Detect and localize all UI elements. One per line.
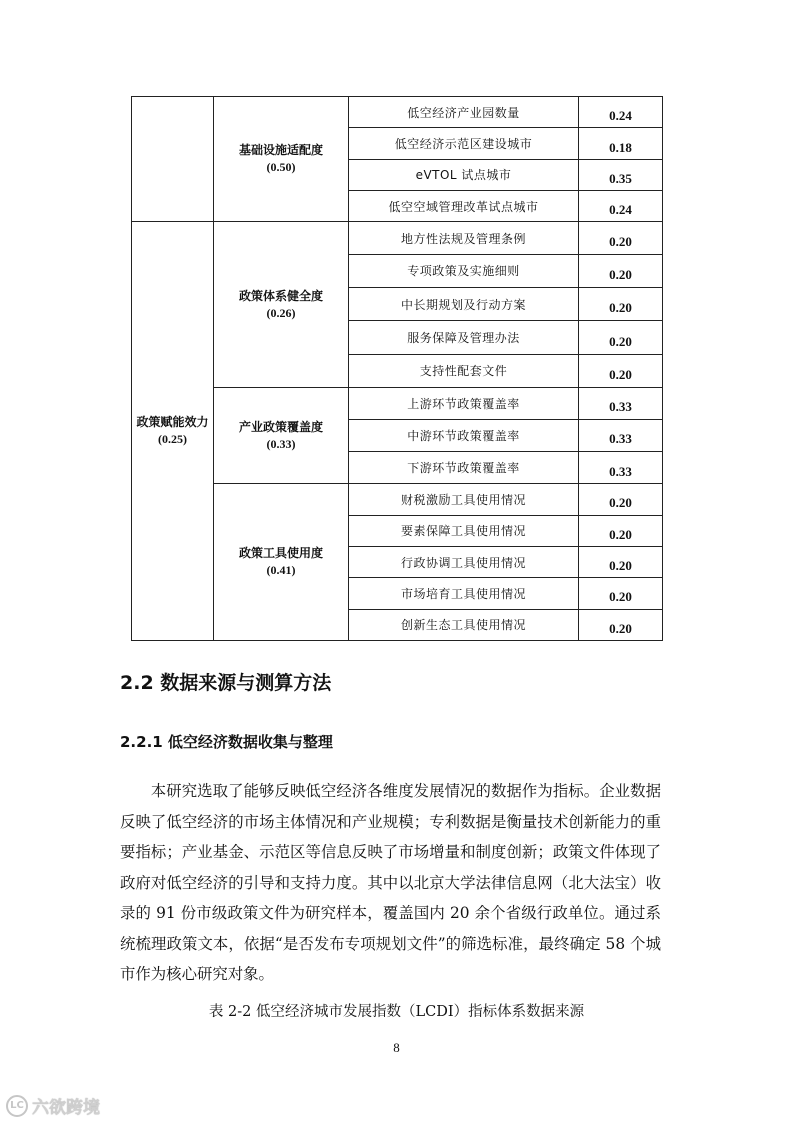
indicator-weight: 0.33: [579, 419, 663, 451]
sub-dimension-name: 政策体系健全度: [238, 288, 323, 303]
table-caption: 表 2-2 低空经济城市发展指数（LCDI）指标体系数据来源: [208, 1004, 585, 1020]
indicator-weight: 0.20: [579, 484, 663, 515]
indicator-name: 上游环节政策覆盖率: [349, 388, 579, 419]
indicator-table: [131, 96, 663, 641]
sub-dimension-name: 政策工具使用度: [238, 546, 323, 561]
sub-dimension-name: 基础设施适配度: [238, 143, 323, 158]
indicator-name: 地方性法规及管理条例: [349, 222, 579, 254]
indicator-weight: 0.35: [579, 159, 663, 190]
watermark-logo-icon: LC: [6, 1095, 28, 1117]
watermark-text: 六欲跨境: [32, 1098, 100, 1118]
sub-dimension-weight: (0.26): [266, 305, 296, 320]
dimension-cell: [132, 222, 214, 641]
indicator-name: 创新生态工具使用情况: [349, 609, 579, 640]
indicator-name: 下游环节政策覆盖率: [349, 451, 579, 483]
indicator-name: 服务保障及管理办法: [349, 321, 579, 354]
sub-dimension-weight: (0.33): [266, 436, 296, 451]
indicator-weight: 0.20: [579, 515, 663, 546]
indicator-weight: 0.33: [579, 388, 663, 419]
indicator-name: 支持性配套文件: [349, 354, 579, 387]
indicator-name: 行政协调工具使用情况: [349, 546, 579, 577]
indicator-weight: 0.20: [579, 354, 663, 387]
sub-dimension-cell: [214, 388, 349, 484]
indicator-weight: 0.20: [579, 222, 663, 254]
indicator-weight: 0.20: [579, 578, 663, 609]
indicator-weight: 0.20: [579, 254, 663, 287]
indicator-weight: 0.20: [579, 288, 663, 321]
sub-dimension-cell: [214, 484, 349, 641]
indicator-name: 专项政策及实施细则: [349, 254, 579, 287]
indicator-name: 要素保障工具使用情况: [349, 515, 579, 546]
indicator-name: eVTOL 试点城市: [349, 159, 579, 190]
sub-dimension-weight: (0.50): [266, 160, 296, 175]
indicator-weight: 0.20: [579, 609, 663, 640]
indicator-name: 中长期规划及行动方案: [349, 288, 579, 321]
prev-dimension-cell: [132, 97, 214, 222]
indicator-weight: 0.20: [579, 321, 663, 354]
dimension-name: 政策赋能效力: [136, 415, 209, 430]
sub-dimension-name: 产业政策覆盖度: [238, 419, 323, 434]
dimension-weight: (0.25): [158, 432, 187, 447]
page-number: 8: [393, 1040, 400, 1055]
body-paragraph: 本研究选取了能够反映低空经济各维度发展情况的数据作为指标。企业数据反映了低空经济的市场主体情况和产业规模；专利数据是衡量技术创新能力的重要指标；产业基金、示范区等信息反映了市场增量和制度创新；政策文件体现了政府对低空经济的引导和支持力度。其中以北京大学法律信息网（北大法宝）收录的 91 份市级政策文件为研究样本，覆盖国内 20 余个省级行政单位。通过系统梳理政策文本，依据“是否发布专项规划文件”的筛选标准，最终确定 58 个城市作为核心研究对象。: [120, 782, 661, 983]
subsection-heading: 2.2.1 低空经济数据收集与整理: [120, 733, 333, 751]
indicator-weight: 0.18: [579, 128, 663, 159]
sub-dimension-weight: (0.41): [266, 563, 296, 578]
indicator-name: 低空经济示范区建设城市: [349, 128, 579, 159]
indicator-weight: 0.24: [579, 97, 663, 128]
section-heading: 2.2 数据来源与测算方法: [120, 672, 332, 694]
indicator-name: 市场培育工具使用情况: [349, 578, 579, 609]
indicator-name: 低空经济产业园数量: [349, 97, 579, 128]
indicator-weight: 0.33: [579, 451, 663, 483]
indicator-table-body: [132, 97, 663, 641]
indicator-weight: 0.20: [579, 546, 663, 577]
indicator-name: 低空空域管理改革试点城市: [349, 191, 579, 222]
indicator-name: 中游环节政策覆盖率: [349, 419, 579, 451]
indicator-name: 财税激励工具使用情况: [349, 484, 579, 515]
sub-dimension-cell: [214, 97, 349, 222]
watermark: [6, 1093, 100, 1118]
indicator-weight: 0.24: [579, 191, 663, 222]
sub-dimension-cell: [214, 222, 349, 388]
